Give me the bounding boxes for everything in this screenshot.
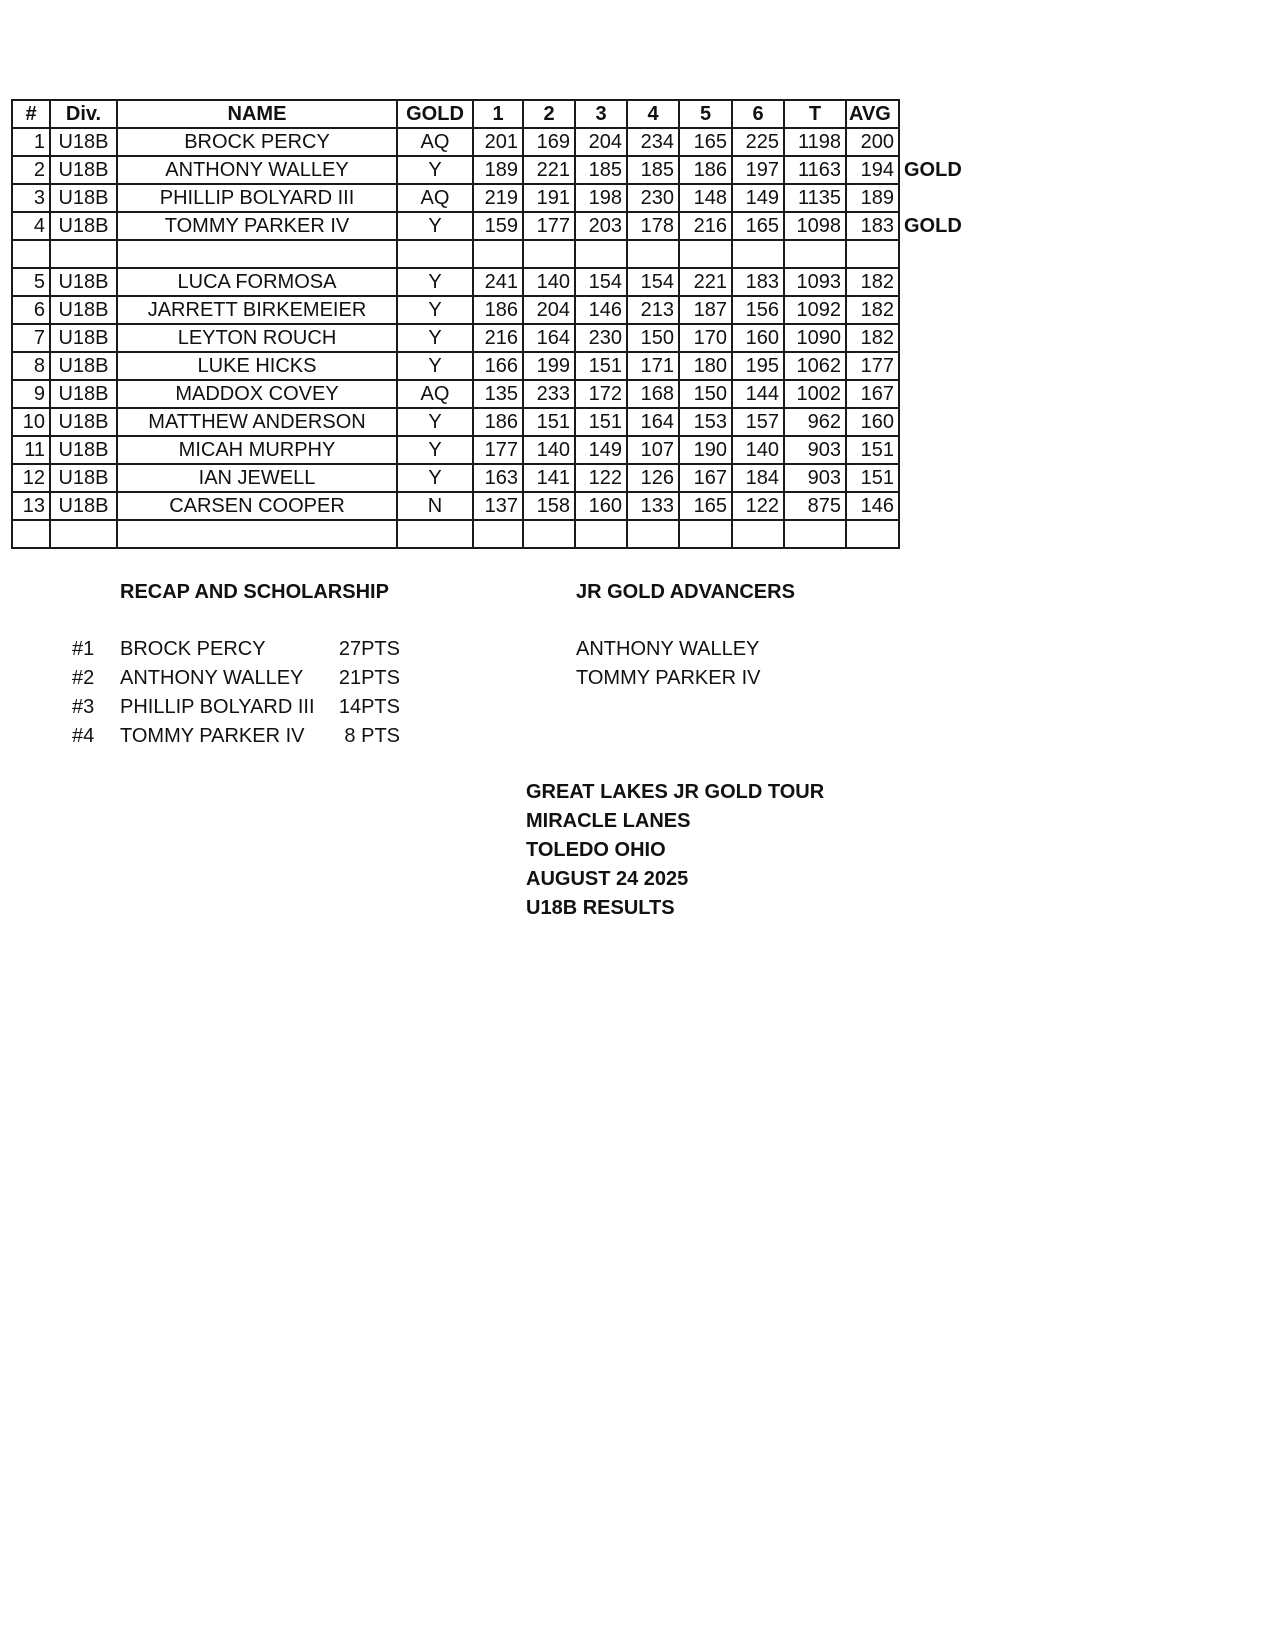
cell-g2 <box>523 520 575 548</box>
cell-div: U18B <box>50 324 117 352</box>
cell-g4: 164 <box>627 408 679 436</box>
cell-avg: 189 <box>846 184 899 212</box>
cell-g5: 190 <box>679 436 732 464</box>
table-row <box>12 212 969 240</box>
cell-g6: 165 <box>732 212 784 240</box>
cell-g5: 216 <box>679 212 732 240</box>
cell-div <box>50 240 117 268</box>
cell-g2: 151 <box>523 408 575 436</box>
event-line: MIRACLE LANES <box>526 810 691 832</box>
table-row <box>12 156 969 184</box>
cell-g2: 177 <box>523 212 575 240</box>
table-row <box>12 352 969 380</box>
cell-rank: 10 <box>12 408 50 436</box>
cell-g6: 197 <box>732 156 784 184</box>
cell-avg <box>846 240 899 268</box>
cell-g5: 180 <box>679 352 732 380</box>
cell-total: 1163 <box>784 156 846 184</box>
cell-avg: 183 <box>846 212 899 240</box>
cell-rank: 9 <box>12 380 50 408</box>
cell-gold: AQ <box>397 128 473 156</box>
cell-g4: 234 <box>627 128 679 156</box>
cell-note <box>899 184 969 212</box>
cell-div: U18B <box>50 268 117 296</box>
cell-g1: 163 <box>473 464 523 492</box>
cell-g3: 185 <box>575 156 627 184</box>
cell-div: U18B <box>50 296 117 324</box>
cell-name: MICAH MURPHY <box>117 436 397 464</box>
cell-name <box>117 520 397 548</box>
cell-rank: 2 <box>12 156 50 184</box>
cell-name: IAN JEWELL <box>117 464 397 492</box>
cell-div: U18B <box>50 408 117 436</box>
header-game-5: 5 <box>679 100 732 128</box>
cell-g1: 159 <box>473 212 523 240</box>
header-div: Div. <box>50 100 117 128</box>
cell-note <box>899 296 969 324</box>
cell-g3 <box>575 240 627 268</box>
cell-div: U18B <box>50 128 117 156</box>
cell-div: U18B <box>50 436 117 464</box>
cell-name: BROCK PERCY <box>117 128 397 156</box>
cell-rank <box>12 240 50 268</box>
table-row <box>12 128 969 156</box>
header-avg: AVG <box>846 100 899 128</box>
cell-note <box>899 408 969 436</box>
cell-g5: 150 <box>679 380 732 408</box>
cell-note: GOLD <box>904 215 962 237</box>
cell-g4: 185 <box>627 156 679 184</box>
cell-total: 1135 <box>784 184 846 212</box>
cell-div: U18B <box>50 464 117 492</box>
cell-g1: 177 <box>473 436 523 464</box>
table-row <box>12 436 969 464</box>
recap-points: 14PTS <box>338 696 400 718</box>
cell-name: LEYTON ROUCH <box>117 324 397 352</box>
cell-g5 <box>679 240 732 268</box>
cell-gold: Y <box>397 352 473 380</box>
cell-g3 <box>575 520 627 548</box>
cell-div: U18B <box>50 156 117 184</box>
cell-g1: 189 <box>473 156 523 184</box>
cell-g1 <box>473 240 523 268</box>
cell-note: GOLD <box>904 159 962 181</box>
cell-avg: 182 <box>846 268 899 296</box>
event-line: U18B RESULTS <box>526 897 675 919</box>
cell-avg <box>846 520 899 548</box>
cell-total: 1098 <box>784 212 846 240</box>
recap-points: 27PTS <box>338 638 400 660</box>
cell-g4: 213 <box>627 296 679 324</box>
cell-total: 1090 <box>784 324 846 352</box>
cell-avg: 177 <box>846 352 899 380</box>
cell-g4: 107 <box>627 436 679 464</box>
cell-div: U18B <box>50 492 117 520</box>
cell-name: LUKE HICKS <box>117 352 397 380</box>
table-row <box>12 324 969 352</box>
recap-place: #4 <box>72 725 95 747</box>
cell-rank: 7 <box>12 324 50 352</box>
cell-name: MADDOX COVEY <box>117 380 397 408</box>
cell-g2: 140 <box>523 436 575 464</box>
cell-name: MATTHEW ANDERSON <box>117 408 397 436</box>
cell-g5: 167 <box>679 464 732 492</box>
cell-g4: 133 <box>627 492 679 520</box>
cell-avg: 182 <box>846 324 899 352</box>
cell-g1: 219 <box>473 184 523 212</box>
header-game-4: 4 <box>627 100 679 128</box>
recap-name: BROCK PERCY <box>120 638 266 660</box>
cell-total <box>784 240 846 268</box>
cell-gold: AQ <box>397 380 473 408</box>
header-note <box>899 100 969 128</box>
cell-g2: 191 <box>523 184 575 212</box>
cell-gold: Y <box>397 464 473 492</box>
cell-g1: 135 <box>473 380 523 408</box>
cell-g6: 184 <box>732 464 784 492</box>
table-row <box>12 380 969 408</box>
cell-rank: 12 <box>12 464 50 492</box>
cell-rank: 1 <box>12 128 50 156</box>
cell-g2: 169 <box>523 128 575 156</box>
cell-note <box>899 268 969 296</box>
cell-g3: 151 <box>575 408 627 436</box>
cell-total: 1093 <box>784 268 846 296</box>
cell-name <box>117 240 397 268</box>
event-line: GREAT LAKES JR GOLD TOUR <box>526 781 825 803</box>
cell-g4 <box>627 520 679 548</box>
cell-avg: 182 <box>846 296 899 324</box>
recap-name: ANTHONY WALLEY <box>120 667 304 689</box>
event-line: TOLEDO OHIO <box>526 839 666 861</box>
cell-g5: 148 <box>679 184 732 212</box>
cell-gold: Y <box>397 436 473 464</box>
cell-g6: 144 <box>732 380 784 408</box>
cell-g5: 221 <box>679 268 732 296</box>
cell-g6 <box>732 520 784 548</box>
cell-total: 903 <box>784 436 846 464</box>
recap-place: #1 <box>72 638 95 660</box>
cell-note <box>899 380 969 408</box>
cell-total: 875 <box>784 492 846 520</box>
table-row <box>12 408 969 436</box>
header-game-3: 3 <box>575 100 627 128</box>
cell-g4: 168 <box>627 380 679 408</box>
cell-note <box>899 436 969 464</box>
cell-note <box>899 128 969 156</box>
cell-g6: 149 <box>732 184 784 212</box>
cell-avg: 167 <box>846 380 899 408</box>
cell-g5: 165 <box>679 492 732 520</box>
cell-g5: 153 <box>679 408 732 436</box>
cell-g4: 171 <box>627 352 679 380</box>
cell-g6: 156 <box>732 296 784 324</box>
cell-rank: 5 <box>12 268 50 296</box>
cell-div: U18B <box>50 352 117 380</box>
header-gold: GOLD <box>397 100 473 128</box>
cell-g1: 186 <box>473 296 523 324</box>
cell-gold: Y <box>397 296 473 324</box>
cell-note <box>899 492 969 520</box>
cell-g2: 140 <box>523 268 575 296</box>
cell-gold: Y <box>397 156 473 184</box>
recap-points: 8 PTS <box>344 725 400 747</box>
results-body <box>12 128 969 548</box>
cell-g2: 164 <box>523 324 575 352</box>
cell-div: U18B <box>50 380 117 408</box>
cell-avg: 160 <box>846 408 899 436</box>
results-table <box>11 99 970 549</box>
cell-gold: Y <box>397 268 473 296</box>
cell-g4: 150 <box>627 324 679 352</box>
header-name: NAME <box>117 100 397 128</box>
cell-g2: 221 <box>523 156 575 184</box>
cell-g1: 137 <box>473 492 523 520</box>
cell-g4: 230 <box>627 184 679 212</box>
cell-g4 <box>627 240 679 268</box>
table-header-row <box>12 100 969 128</box>
cell-g6: 195 <box>732 352 784 380</box>
cell-g3: 198 <box>575 184 627 212</box>
cell-rank: 13 <box>12 492 50 520</box>
cell-avg: 151 <box>846 464 899 492</box>
cell-name: TOMMY PARKER IV <box>117 212 397 240</box>
recap-place: #3 <box>72 696 95 718</box>
advancers-title: JR GOLD ADVANCERS <box>576 581 795 603</box>
cell-gold <box>397 520 473 548</box>
cell-note <box>899 240 969 268</box>
cell-g5 <box>679 520 732 548</box>
cell-g3: 230 <box>575 324 627 352</box>
cell-note <box>899 324 969 352</box>
cell-avg: 146 <box>846 492 899 520</box>
cell-total: 1198 <box>784 128 846 156</box>
cell-note <box>899 520 969 548</box>
cell-g5: 170 <box>679 324 732 352</box>
cell-g6: 183 <box>732 268 784 296</box>
cell-total: 1092 <box>784 296 846 324</box>
cell-g1: 186 <box>473 408 523 436</box>
cell-g5: 186 <box>679 156 732 184</box>
cell-total: 1062 <box>784 352 846 380</box>
recap-place: #2 <box>72 667 95 689</box>
cell-g1: 216 <box>473 324 523 352</box>
table-row <box>12 184 969 212</box>
cell-name: LUCA FORMOSA <box>117 268 397 296</box>
table-row <box>12 268 969 296</box>
recap-name: PHILLIP BOLYARD III <box>120 696 315 718</box>
cell-g3: 203 <box>575 212 627 240</box>
advancer-name: ANTHONY WALLEY <box>576 638 760 660</box>
cell-total: 903 <box>784 464 846 492</box>
cell-g6: 157 <box>732 408 784 436</box>
cell-g2: 204 <box>523 296 575 324</box>
cell-g1 <box>473 520 523 548</box>
cell-rank: 4 <box>12 212 50 240</box>
recap-points: 21PTS <box>338 667 400 689</box>
cell-rank: 6 <box>12 296 50 324</box>
cell-avg: 151 <box>846 436 899 464</box>
table-row <box>12 296 969 324</box>
cell-g1: 166 <box>473 352 523 380</box>
cell-name: ANTHONY WALLEY <box>117 156 397 184</box>
table-row <box>12 240 969 268</box>
cell-name: JARRETT BIRKEMEIER <box>117 296 397 324</box>
cell-avg: 194 <box>846 156 899 184</box>
cell-g3: 122 <box>575 464 627 492</box>
cell-g6: 140 <box>732 436 784 464</box>
cell-rank: 3 <box>12 184 50 212</box>
cell-name: CARSEN COOPER <box>117 492 397 520</box>
cell-rank: 11 <box>12 436 50 464</box>
cell-g6: 160 <box>732 324 784 352</box>
cell-g4: 178 <box>627 212 679 240</box>
cell-g2: 199 <box>523 352 575 380</box>
cell-g3: 172 <box>575 380 627 408</box>
cell-g6: 225 <box>732 128 784 156</box>
cell-avg: 200 <box>846 128 899 156</box>
cell-gold: Y <box>397 212 473 240</box>
cell-g4: 126 <box>627 464 679 492</box>
cell-total: 962 <box>784 408 846 436</box>
cell-gold <box>397 240 473 268</box>
cell-rank <box>12 520 50 548</box>
cell-g6: 122 <box>732 492 784 520</box>
event-line: AUGUST 24 2025 <box>526 868 689 890</box>
cell-g3: 204 <box>575 128 627 156</box>
cell-g5: 187 <box>679 296 732 324</box>
header-game-6: 6 <box>732 100 784 128</box>
header-rank: # <box>12 100 50 128</box>
advancer-name: TOMMY PARKER IV <box>576 667 761 689</box>
cell-gold: Y <box>397 408 473 436</box>
cell-g3: 146 <box>575 296 627 324</box>
cell-g6 <box>732 240 784 268</box>
cell-g3: 154 <box>575 268 627 296</box>
cell-g2: 233 <box>523 380 575 408</box>
cell-g3: 149 <box>575 436 627 464</box>
cell-total <box>784 520 846 548</box>
cell-gold: Y <box>397 324 473 352</box>
cell-note <box>899 352 969 380</box>
cell-g3: 151 <box>575 352 627 380</box>
cell-gold: N <box>397 492 473 520</box>
header-game-1: 1 <box>473 100 523 128</box>
cell-g4: 154 <box>627 268 679 296</box>
cell-g2 <box>523 240 575 268</box>
cell-g1: 241 <box>473 268 523 296</box>
cell-div <box>50 520 117 548</box>
header-total: T <box>784 100 846 128</box>
cell-g1: 201 <box>473 128 523 156</box>
cell-name: PHILLIP BOLYARD III <box>117 184 397 212</box>
table-row <box>12 464 969 492</box>
cell-gold: AQ <box>397 184 473 212</box>
header-game-2: 2 <box>523 100 575 128</box>
cell-div: U18B <box>50 212 117 240</box>
cell-total: 1002 <box>784 380 846 408</box>
cell-g5: 165 <box>679 128 732 156</box>
table-row <box>12 520 969 548</box>
cell-note <box>899 464 969 492</box>
table-row <box>12 492 969 520</box>
cell-div: U18B <box>50 184 117 212</box>
cell-g2: 141 <box>523 464 575 492</box>
cell-g3: 160 <box>575 492 627 520</box>
cell-rank: 8 <box>12 352 50 380</box>
cell-g2: 158 <box>523 492 575 520</box>
recap-name: TOMMY PARKER IV <box>120 725 305 747</box>
recap-title: RECAP AND SCHOLARSHIP <box>120 581 389 603</box>
